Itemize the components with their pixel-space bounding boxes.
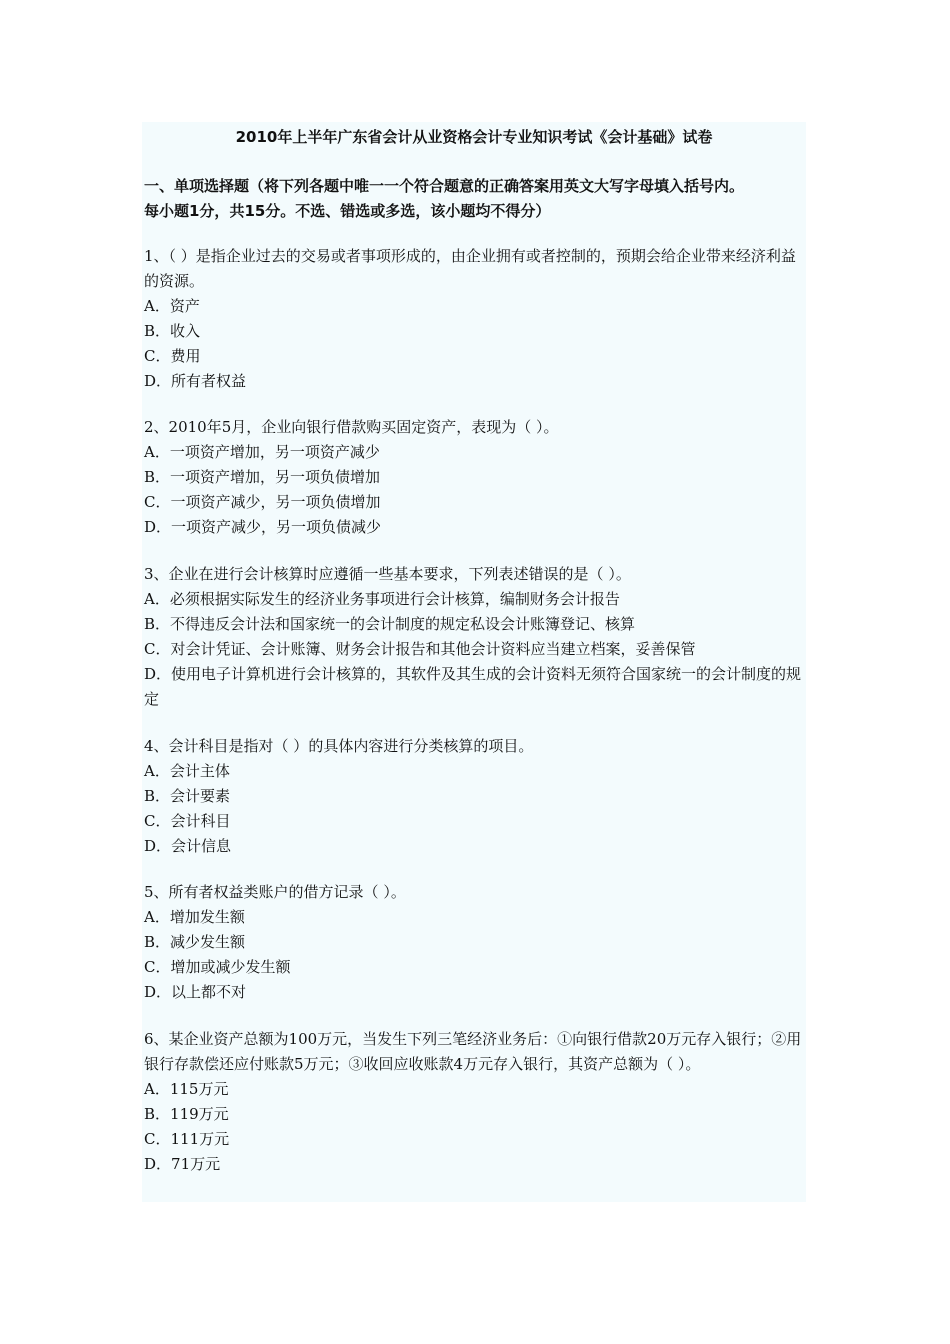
- section-heading: [144, 174, 808, 224]
- question-3: [144, 562, 808, 712]
- document-content: [142, 122, 806, 1202]
- option-c: C．费用: [144, 347, 201, 365]
- question-1: [144, 244, 808, 394]
- option-a: A．增加发生额: [144, 908, 245, 926]
- question-stem: 5、所有者权益类账户的借方记录（ ）。: [144, 883, 406, 901]
- question-stem: 4、会计科目是指对（ ）的具体内容进行分类核算的项目。: [144, 737, 534, 755]
- option-c: C．111万元: [144, 1130, 230, 1148]
- option-a: A．会计主体: [144, 762, 230, 780]
- option-d: D．所有者权益: [144, 372, 247, 390]
- question-stem: 1、（ ）是指企业过去的交易或者事项形成的，由企业拥有或者控制的，预期会给企业带来经济利益的资源。: [144, 247, 796, 290]
- option-c: C．会计科目: [144, 812, 231, 830]
- option-c: C．一项资产减少，另一项负债增加: [144, 493, 381, 511]
- option-d: D．一项资产减少，另一项负债减少: [144, 518, 382, 536]
- document-title: 2010年上半年广东省会计从业资格会计专业知识考试《会计基础》试卷: [235, 128, 713, 146]
- option-a: A．115万元: [144, 1080, 229, 1098]
- option-b: B．119万元: [144, 1105, 229, 1123]
- section-heading-line-2: 每小题1分，共15分。不选、错选或多选，该小题均不得分）: [144, 202, 551, 220]
- section-heading-line-1: 一、单项选择题（将下列各题中唯一一个符合题意的正确答案用英文大写字母填入括号内。: [144, 177, 745, 195]
- option-c: C．对会计凭证、会计账簿、财务会计报告和其他会计资料应当建立档案，妥善保管: [144, 640, 696, 658]
- option-d: D．71万元: [144, 1155, 221, 1173]
- option-b: B．不得违反会计法和国家统一的会计制度的规定私设会计账簿登记、核算: [144, 615, 636, 633]
- question-4: [144, 734, 808, 859]
- question-stem: 2、2010年5月，企业向银行借款购买固定资产，表现为（ ）。: [144, 418, 559, 436]
- option-a: A．资产: [144, 297, 200, 315]
- question-stem: 6、某企业资产总额为100万元，当发生下列三笔经济业务后：①向银行借款20万元存入银行；②用银行存款偿还应付账款5万元；③收回应收账款4万元存入银行，其资产总额为（ ）。: [144, 1030, 802, 1073]
- option-d: D．会计信息: [144, 837, 232, 855]
- option-b: B．减少发生额: [144, 933, 246, 951]
- option-b: B．一项资产增加，另一项负债增加: [144, 468, 381, 486]
- option-d: D．使用电子计算机进行会计核算的，其软件及其生成的会计资料无须符合国家统一的会计制度的规定: [144, 665, 802, 708]
- option-b: B．会计要素: [144, 787, 231, 805]
- option-a: A．必须根据实际发生的经济业务事项进行会计核算，编制财务会计报告: [144, 590, 620, 608]
- question-stem: 3、企业在进行会计核算时应遵循一些基本要求，下列表述错误的是（ ）。: [144, 565, 631, 583]
- option-b: B．收入: [144, 322, 201, 340]
- option-c: C．增加或减少发生额: [144, 958, 291, 976]
- option-d: D．以上都不对: [144, 983, 247, 1001]
- question-2: [144, 415, 808, 540]
- question-6: [144, 1027, 808, 1177]
- option-a: A．一项资产增加，另一项资产减少: [144, 443, 380, 461]
- question-5: [144, 880, 808, 1005]
